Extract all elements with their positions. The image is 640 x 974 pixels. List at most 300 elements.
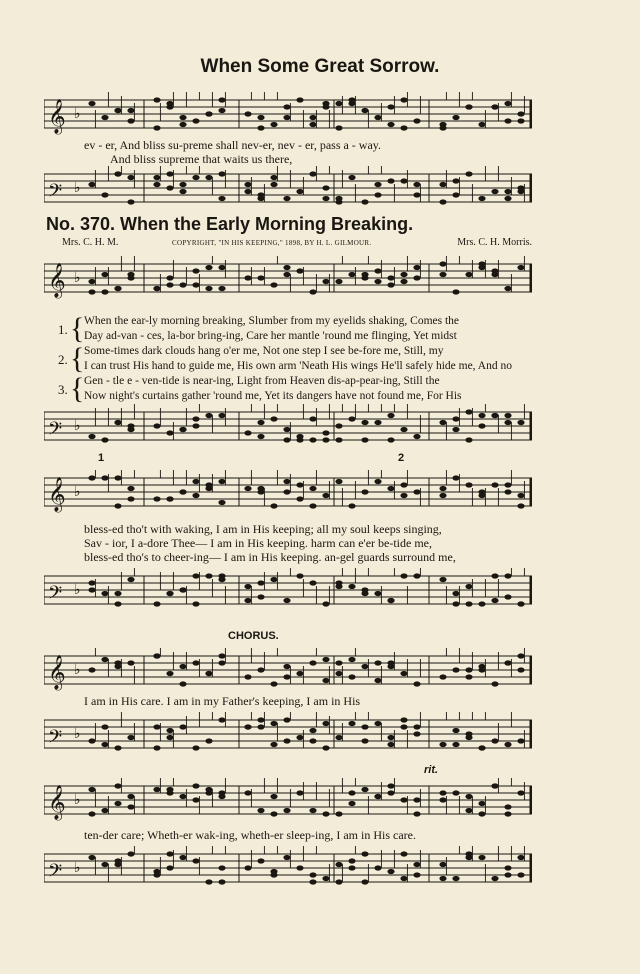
note-head bbox=[348, 272, 355, 277]
note-head bbox=[88, 811, 95, 816]
note-head bbox=[283, 489, 290, 494]
note-head bbox=[309, 580, 316, 585]
note-head bbox=[400, 717, 407, 722]
note-head bbox=[361, 420, 368, 425]
note-head bbox=[101, 192, 108, 197]
note-head bbox=[478, 413, 485, 418]
note-head bbox=[283, 272, 290, 277]
note-head bbox=[413, 811, 420, 816]
note-head bbox=[218, 660, 225, 665]
note-head bbox=[322, 745, 329, 750]
note-head bbox=[218, 196, 225, 201]
note-head bbox=[153, 97, 160, 102]
hymn-title-main: No. 370. When the Early Morning Breaking. bbox=[46, 214, 414, 234]
note-head bbox=[439, 182, 446, 187]
note-head bbox=[153, 423, 160, 428]
note-head bbox=[439, 876, 446, 881]
bass-clef-icon: 𝄢 bbox=[48, 419, 63, 444]
note-head bbox=[127, 735, 134, 740]
note-head bbox=[387, 437, 394, 442]
note-head bbox=[244, 189, 251, 194]
flat-icon: ♭ bbox=[74, 727, 81, 742]
note-head bbox=[101, 657, 108, 662]
note-head bbox=[504, 286, 511, 291]
note-head bbox=[491, 598, 498, 603]
copyright-notice: COPYRIGHT, "IN HIS KEEPING," 1898, BY H. L. GILMOUR. bbox=[172, 239, 372, 247]
note-head bbox=[114, 601, 121, 606]
lyric-line: And bliss supreme that waits us there, bbox=[110, 152, 293, 166]
note-head bbox=[439, 261, 446, 266]
note-head bbox=[322, 601, 329, 606]
note-head bbox=[179, 189, 186, 194]
bass-clef-icon: 𝄢 bbox=[48, 181, 63, 206]
note-head bbox=[166, 851, 173, 856]
note-head bbox=[452, 742, 459, 747]
note-head bbox=[517, 872, 524, 877]
note-head bbox=[413, 681, 420, 686]
ending-1-label: 1 bbox=[98, 452, 105, 464]
note-head bbox=[465, 674, 472, 679]
note-head bbox=[88, 738, 95, 743]
note-head bbox=[439, 122, 446, 127]
note-head bbox=[504, 573, 511, 578]
staff-system-2-treble bbox=[44, 470, 532, 514]
note-head bbox=[218, 794, 225, 799]
verse-line: Now night's curtains gather 'round me, Yet its dangers have not found me, For His bbox=[84, 390, 462, 402]
note-head bbox=[257, 858, 264, 863]
note-head bbox=[348, 657, 355, 662]
note-head bbox=[114, 783, 121, 788]
note-head bbox=[491, 573, 498, 578]
note-head bbox=[335, 660, 342, 665]
note-head bbox=[88, 289, 95, 294]
note-head bbox=[218, 108, 225, 113]
staff-system-1-bass bbox=[44, 404, 532, 450]
note-head bbox=[335, 437, 342, 442]
note-head bbox=[218, 653, 225, 658]
note-head bbox=[387, 122, 394, 127]
brace-glyph: { bbox=[70, 312, 85, 345]
flat-icon: ♭ bbox=[74, 181, 81, 196]
note-head bbox=[244, 111, 251, 116]
note-head bbox=[257, 196, 264, 201]
note-head bbox=[127, 660, 134, 665]
note-head bbox=[504, 872, 511, 877]
verse-line: Day ad-van - ces, la-bor bring-ing, Care her mantle 'round me flinging, Yet midst bbox=[84, 330, 457, 342]
note-head bbox=[322, 437, 329, 442]
note-head bbox=[478, 801, 485, 806]
note-head bbox=[413, 182, 420, 187]
hymn-title-top: When Some Great Sorrow. bbox=[200, 56, 440, 77]
note-head bbox=[387, 598, 394, 603]
note-head bbox=[88, 434, 95, 439]
note-head bbox=[361, 199, 368, 204]
note-head bbox=[491, 738, 498, 743]
note-head bbox=[296, 97, 303, 102]
note-head bbox=[296, 268, 303, 273]
note-head bbox=[309, 738, 316, 743]
bass-clef-icon: 𝄢 bbox=[48, 583, 63, 608]
note-head bbox=[244, 430, 251, 435]
note-head bbox=[322, 493, 329, 498]
verse-line: When the ear-ly morning breaking, Slumber from my eyelids shaking, Comes the bbox=[84, 315, 460, 327]
treble-clef-icon: 𝄞 bbox=[48, 477, 66, 512]
staff-system-3-treble bbox=[44, 648, 532, 692]
note-head bbox=[465, 808, 472, 813]
note-head bbox=[218, 286, 225, 291]
note-head bbox=[270, 742, 277, 747]
note-head bbox=[127, 804, 134, 809]
note-head bbox=[101, 115, 108, 120]
note-head bbox=[517, 855, 524, 860]
note-head bbox=[374, 865, 381, 870]
note-head bbox=[257, 489, 264, 494]
note-head bbox=[283, 437, 290, 442]
note-head bbox=[166, 865, 173, 870]
note-head bbox=[348, 674, 355, 679]
note-head bbox=[101, 591, 108, 596]
note-head bbox=[348, 101, 355, 106]
note-head bbox=[257, 667, 264, 672]
note-head bbox=[504, 660, 511, 665]
note-head bbox=[335, 811, 342, 816]
note-head bbox=[517, 503, 524, 508]
verse-number: 2. bbox=[58, 352, 68, 367]
note-head bbox=[257, 594, 264, 599]
note-head bbox=[88, 855, 95, 860]
staff-system-3-bass bbox=[44, 712, 532, 758]
note-head bbox=[257, 434, 264, 439]
note-head bbox=[361, 738, 368, 743]
note-head bbox=[517, 790, 524, 795]
note-head bbox=[439, 742, 446, 747]
note-head bbox=[387, 486, 394, 491]
note-head bbox=[374, 591, 381, 596]
note-head bbox=[296, 735, 303, 740]
note-head bbox=[179, 724, 186, 729]
note-head bbox=[205, 790, 212, 795]
flat-icon: ♭ bbox=[74, 583, 81, 598]
note-head bbox=[309, 115, 316, 120]
note-head bbox=[244, 275, 251, 280]
note-head bbox=[400, 493, 407, 498]
note-head bbox=[465, 584, 472, 589]
note-head bbox=[192, 268, 199, 273]
note-head bbox=[257, 125, 264, 130]
note-head bbox=[192, 660, 199, 665]
note-head bbox=[101, 808, 108, 813]
note-head bbox=[439, 797, 446, 802]
note-head bbox=[387, 104, 394, 109]
note-head bbox=[218, 479, 225, 484]
note-head bbox=[270, 681, 277, 686]
note-head bbox=[283, 855, 290, 860]
note-head bbox=[465, 851, 472, 856]
note-head bbox=[270, 811, 277, 816]
note-head bbox=[205, 265, 212, 270]
flat-icon: ♭ bbox=[74, 663, 81, 678]
note-head bbox=[335, 879, 342, 884]
note-head bbox=[166, 671, 173, 676]
note-head bbox=[348, 801, 355, 806]
note-head bbox=[465, 601, 472, 606]
note-head bbox=[153, 601, 160, 606]
verse-line: Some-times dark clouds hang o'er me, Not one step I see be-fore me, Still, my bbox=[84, 345, 444, 357]
note-head bbox=[257, 115, 264, 120]
note-head bbox=[452, 115, 459, 120]
note-head bbox=[517, 111, 524, 116]
note-head bbox=[322, 279, 329, 284]
note-head bbox=[335, 101, 342, 106]
note-head bbox=[153, 745, 160, 750]
note-head bbox=[452, 475, 459, 480]
note-head bbox=[88, 279, 95, 284]
note-head bbox=[192, 175, 199, 180]
note-head bbox=[452, 416, 459, 421]
flat-icon: ♭ bbox=[74, 793, 81, 808]
note-head bbox=[192, 601, 199, 606]
note-head bbox=[452, 876, 459, 881]
note-head bbox=[192, 493, 199, 498]
note-head bbox=[361, 787, 368, 792]
staff-system-4-treble bbox=[44, 778, 532, 822]
note-head bbox=[335, 279, 342, 284]
note-head bbox=[452, 667, 459, 672]
note-head bbox=[439, 790, 446, 795]
note-head bbox=[153, 125, 160, 130]
note-head bbox=[244, 486, 251, 491]
note-head bbox=[101, 862, 108, 867]
note-head bbox=[218, 577, 225, 582]
note-head bbox=[179, 122, 186, 127]
note-head bbox=[465, 794, 472, 799]
note-head bbox=[153, 869, 160, 874]
note-head bbox=[114, 858, 121, 863]
note-head bbox=[361, 591, 368, 596]
note-head bbox=[322, 430, 329, 435]
note-head bbox=[244, 584, 251, 589]
note-head bbox=[452, 728, 459, 733]
note-head bbox=[166, 185, 173, 190]
note-head bbox=[322, 811, 329, 816]
lyric-line: ev - er, And bliss su-preme shall nev-er, nev - er, pass a - way. bbox=[84, 138, 382, 152]
note-head bbox=[257, 724, 264, 729]
note-head bbox=[166, 735, 173, 740]
note-head bbox=[127, 108, 134, 113]
note-head bbox=[374, 115, 381, 120]
note-head bbox=[491, 104, 498, 109]
note-head bbox=[192, 282, 199, 287]
note-head bbox=[192, 423, 199, 428]
note-head bbox=[478, 601, 485, 606]
note-head bbox=[478, 811, 485, 816]
note-head bbox=[517, 653, 524, 658]
note-head bbox=[244, 182, 251, 187]
note-head bbox=[309, 289, 316, 294]
note-head bbox=[400, 573, 407, 578]
note-head bbox=[504, 742, 511, 747]
verse-line: I can trust His hand to guide me, His own arm 'Neath His wings He'll safely hide me, And no bbox=[84, 360, 512, 372]
note-head bbox=[478, 855, 485, 860]
staff-system-top-treble bbox=[44, 92, 532, 136]
lyric-line: bless-ed tho't with waking, I am in His keeping; all my soul keeps singing, bbox=[84, 522, 442, 536]
note-head bbox=[88, 475, 95, 480]
lyric-line: bless-ed tho's to cheer-ing— I am in His keeping. an-gel guards surround me, bbox=[84, 550, 456, 564]
note-head bbox=[127, 496, 134, 501]
note-head bbox=[491, 272, 498, 277]
note-head bbox=[153, 724, 160, 729]
note-head bbox=[283, 479, 290, 484]
staff-system-1-treble bbox=[44, 256, 532, 306]
chorus-label: CHORUS. bbox=[228, 630, 279, 642]
note-head bbox=[452, 289, 459, 294]
note-head bbox=[452, 192, 459, 197]
note-head bbox=[517, 738, 524, 743]
note-head bbox=[504, 811, 511, 816]
note-head bbox=[478, 493, 485, 498]
note-head bbox=[361, 489, 368, 494]
note-head bbox=[153, 286, 160, 291]
note-head bbox=[205, 286, 212, 291]
note-head bbox=[504, 189, 511, 194]
note-head bbox=[517, 601, 524, 606]
note-head bbox=[166, 430, 173, 435]
note-head bbox=[283, 427, 290, 432]
note-head bbox=[387, 735, 394, 740]
note-head bbox=[400, 482, 407, 487]
note-head bbox=[218, 879, 225, 884]
note-head bbox=[270, 282, 277, 287]
note-head bbox=[439, 420, 446, 425]
note-head bbox=[270, 416, 277, 421]
note-head bbox=[478, 196, 485, 201]
note-head bbox=[361, 275, 368, 280]
note-head bbox=[452, 427, 459, 432]
note-head bbox=[205, 175, 212, 180]
note-head bbox=[374, 420, 381, 425]
note-head bbox=[348, 721, 355, 726]
note-head bbox=[387, 664, 394, 669]
note-head bbox=[179, 182, 186, 187]
note-head bbox=[491, 482, 498, 487]
note-head bbox=[296, 189, 303, 194]
note-head bbox=[517, 493, 524, 498]
note-head bbox=[88, 101, 95, 106]
note-head bbox=[179, 587, 186, 592]
note-head bbox=[114, 171, 121, 176]
note-head bbox=[88, 787, 95, 792]
note-head bbox=[465, 104, 472, 109]
note-head bbox=[127, 427, 134, 432]
note-head bbox=[322, 721, 329, 726]
note-head bbox=[517, 667, 524, 672]
note-head bbox=[127, 175, 134, 180]
note-head bbox=[400, 279, 407, 284]
note-head bbox=[283, 115, 290, 120]
note-head bbox=[400, 876, 407, 881]
note-head bbox=[244, 724, 251, 729]
note-head bbox=[153, 653, 160, 658]
note-head bbox=[504, 804, 511, 809]
note-head bbox=[413, 862, 420, 867]
note-head bbox=[413, 797, 420, 802]
verse-line: Gen - tle e - ven-tide is near-ing, Light from Heaven dis-ap-pear-ing, Still the bbox=[84, 375, 440, 387]
flat-icon: ♭ bbox=[74, 107, 81, 122]
note-head bbox=[504, 101, 511, 106]
note-head bbox=[413, 872, 420, 877]
lyric-line: ten-der care; Wheth-er wak-ing, wheth-er sleep-ing, I am in His care. bbox=[84, 828, 416, 842]
note-head bbox=[127, 118, 134, 123]
note-head bbox=[400, 797, 407, 802]
note-head bbox=[218, 97, 225, 102]
note-head bbox=[465, 171, 472, 176]
note-head bbox=[296, 671, 303, 676]
note-head bbox=[335, 862, 342, 867]
note-head bbox=[218, 717, 225, 722]
note-head bbox=[127, 577, 134, 582]
note-head bbox=[400, 272, 407, 277]
note-head bbox=[192, 797, 199, 802]
note-head bbox=[244, 598, 251, 603]
bass-clef-icon: 𝄢 bbox=[48, 861, 63, 886]
brace-glyph: { bbox=[70, 342, 85, 375]
note-head bbox=[127, 486, 134, 491]
note-head bbox=[322, 657, 329, 662]
note-head bbox=[179, 282, 186, 287]
note-head bbox=[153, 787, 160, 792]
note-head bbox=[491, 783, 498, 788]
note-head bbox=[491, 413, 498, 418]
note-head bbox=[400, 851, 407, 856]
note-head bbox=[179, 855, 186, 860]
note-head bbox=[101, 272, 108, 277]
note-head bbox=[205, 879, 212, 884]
note-head bbox=[205, 413, 212, 418]
note-head bbox=[348, 865, 355, 870]
note-head bbox=[257, 808, 264, 813]
note-head bbox=[465, 735, 472, 740]
note-head bbox=[517, 118, 524, 123]
note-head bbox=[374, 721, 381, 726]
note-head bbox=[387, 742, 394, 747]
note-head bbox=[218, 865, 225, 870]
note-head bbox=[179, 794, 186, 799]
note-head bbox=[179, 681, 186, 686]
note-head bbox=[400, 97, 407, 102]
note-head bbox=[166, 728, 173, 733]
note-head bbox=[361, 664, 368, 669]
staff-system-4-bass bbox=[44, 846, 532, 896]
note-head bbox=[452, 591, 459, 596]
note-head bbox=[101, 289, 108, 294]
note-head bbox=[283, 717, 290, 722]
note-head bbox=[114, 475, 121, 480]
note-head bbox=[153, 496, 160, 501]
verse-number: 1. bbox=[58, 322, 68, 337]
flat-icon: ♭ bbox=[74, 861, 81, 876]
note-head bbox=[465, 272, 472, 277]
staff-system-top-bass bbox=[44, 166, 532, 210]
note-head bbox=[296, 573, 303, 578]
note-head bbox=[296, 434, 303, 439]
words-credit: Mrs. C. H. M. bbox=[62, 237, 119, 248]
note-head bbox=[374, 268, 381, 273]
note-head bbox=[192, 416, 199, 421]
note-head bbox=[452, 790, 459, 795]
note-head bbox=[309, 879, 316, 884]
note-head bbox=[478, 667, 485, 672]
note-head bbox=[283, 104, 290, 109]
